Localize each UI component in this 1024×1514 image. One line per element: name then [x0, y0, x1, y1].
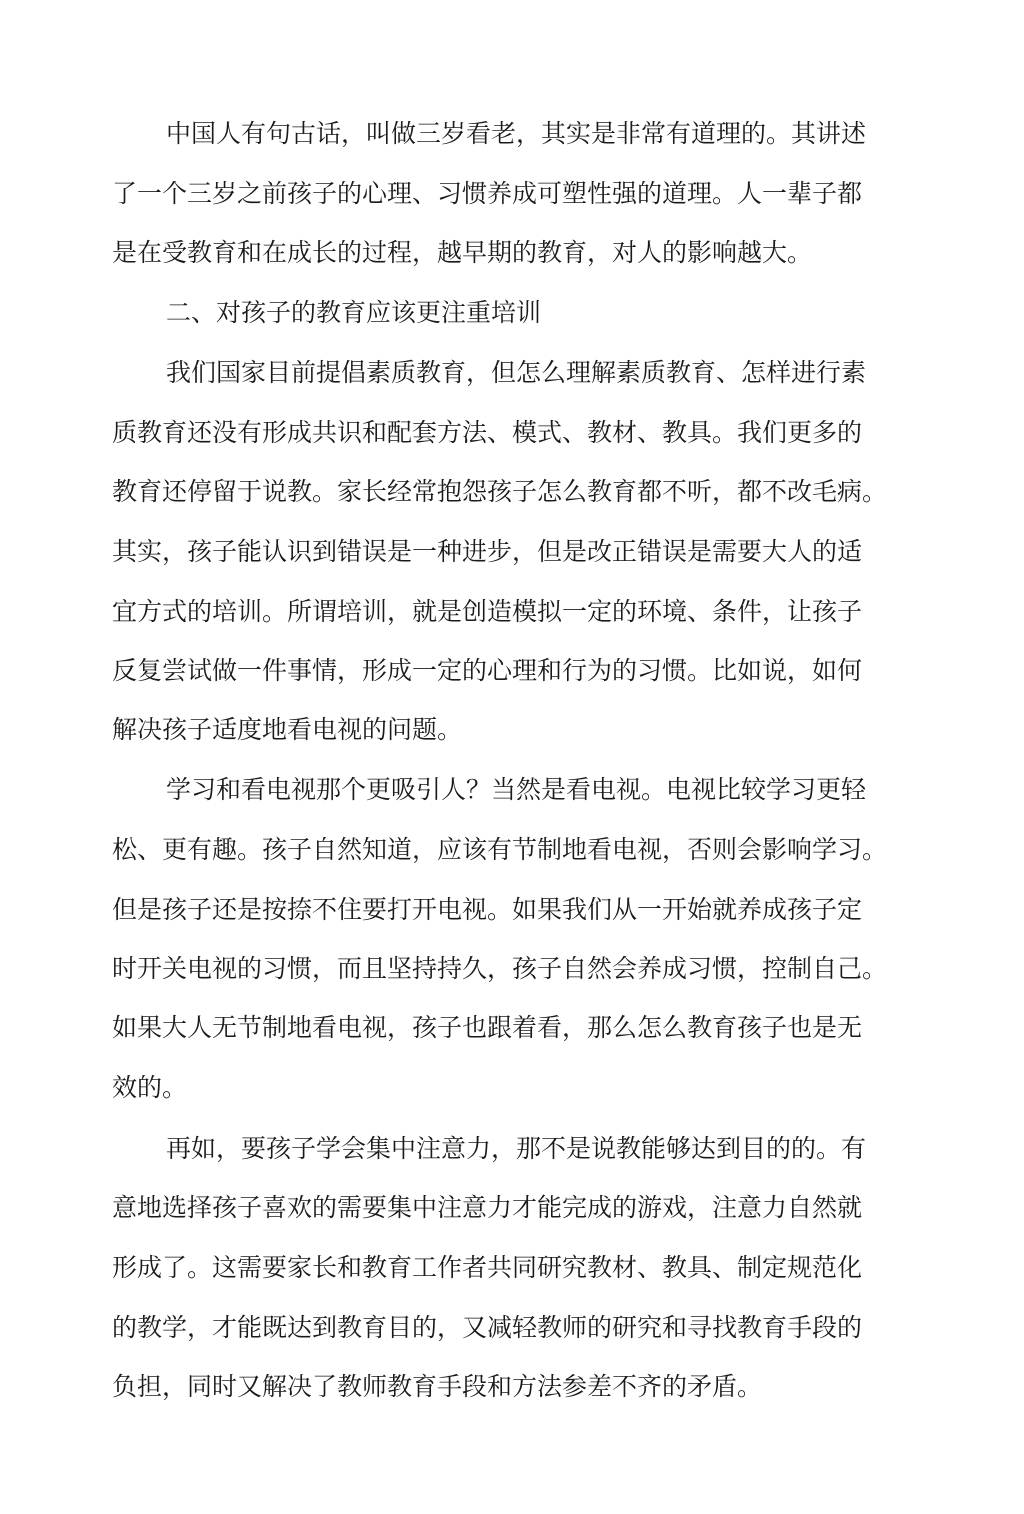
text-line: 学习和看电视那个更吸引人？当然是看电视。电视比较学习更轻: [166, 775, 867, 804]
text-line: 效的。: [112, 1073, 188, 1102]
text-line: 时开关电视的习惯，而且坚持持久，孩子自然会养成习惯，控制自己。: [112, 954, 888, 983]
text-line: 但是孩子还是按捺不住要打开电视。如果我们从一开始就养成孩子定: [112, 895, 863, 924]
text-line: 松、更有趣。孩子自然知道，应该有节制地看电视，否则会影响学习。: [112, 835, 888, 864]
text-line: 解决孩子适度地看电视的问题。: [112, 715, 463, 744]
text-line: 教育还停留于说教。家长经常抱怨孩子怎么教育都不听，都不改毛病。: [112, 477, 888, 506]
text-line: 的教学，才能既达到教育目的，又减轻教师的研究和寻找教育手段的: [112, 1313, 863, 1342]
text-line: 反复尝试做一件事情，形成一定的心理和行为的习惯。比如说，如何: [112, 656, 863, 685]
text-line: 形成了。这需要家长和教育工作者共同研究教材、教具、制定规范化: [112, 1253, 863, 1282]
text-line: 再如，要孩子学会集中注意力，那不是说教能够达到目的的。有: [166, 1134, 867, 1163]
text-line: 其实，孩子能认识到错误是一种进步，但是改正错误是需要大人的适: [112, 537, 863, 566]
text-line: 我们国家目前提倡素质教育，但怎么理解素质教育、怎样进行素: [166, 358, 867, 387]
section-heading: 二、对孩子的教育应该更注重培训: [166, 298, 542, 327]
text-line: 中国人有句古话，叫做三岁看老，其实是非常有道理的。其讲述: [166, 119, 867, 148]
text-line: 质教育还没有形成共识和配套方法、模式、教材、教具。我们更多的: [112, 418, 863, 447]
text-line: 负担，同时又解决了教师教育手段和方法参差不齐的矛盾。: [112, 1372, 763, 1401]
text-line: 如果大人无节制地看电视，孩子也跟着看，那么怎么教育孩子也是无: [112, 1013, 863, 1042]
text-line: 宜方式的培训。所谓培训，就是创造模拟一定的环境、条件，让孩子: [112, 597, 863, 626]
text-line: 是在受教育和在成长的过程，越早期的教育，对人的影响越大。: [112, 238, 813, 267]
text-line: 意地选择孩子喜欢的需要集中注意力才能完成的游戏，注意力自然就: [112, 1193, 863, 1222]
text-line: 了一个三岁之前孩子的心理、习惯养成可塑性强的道理。人一辈子都: [112, 179, 863, 208]
